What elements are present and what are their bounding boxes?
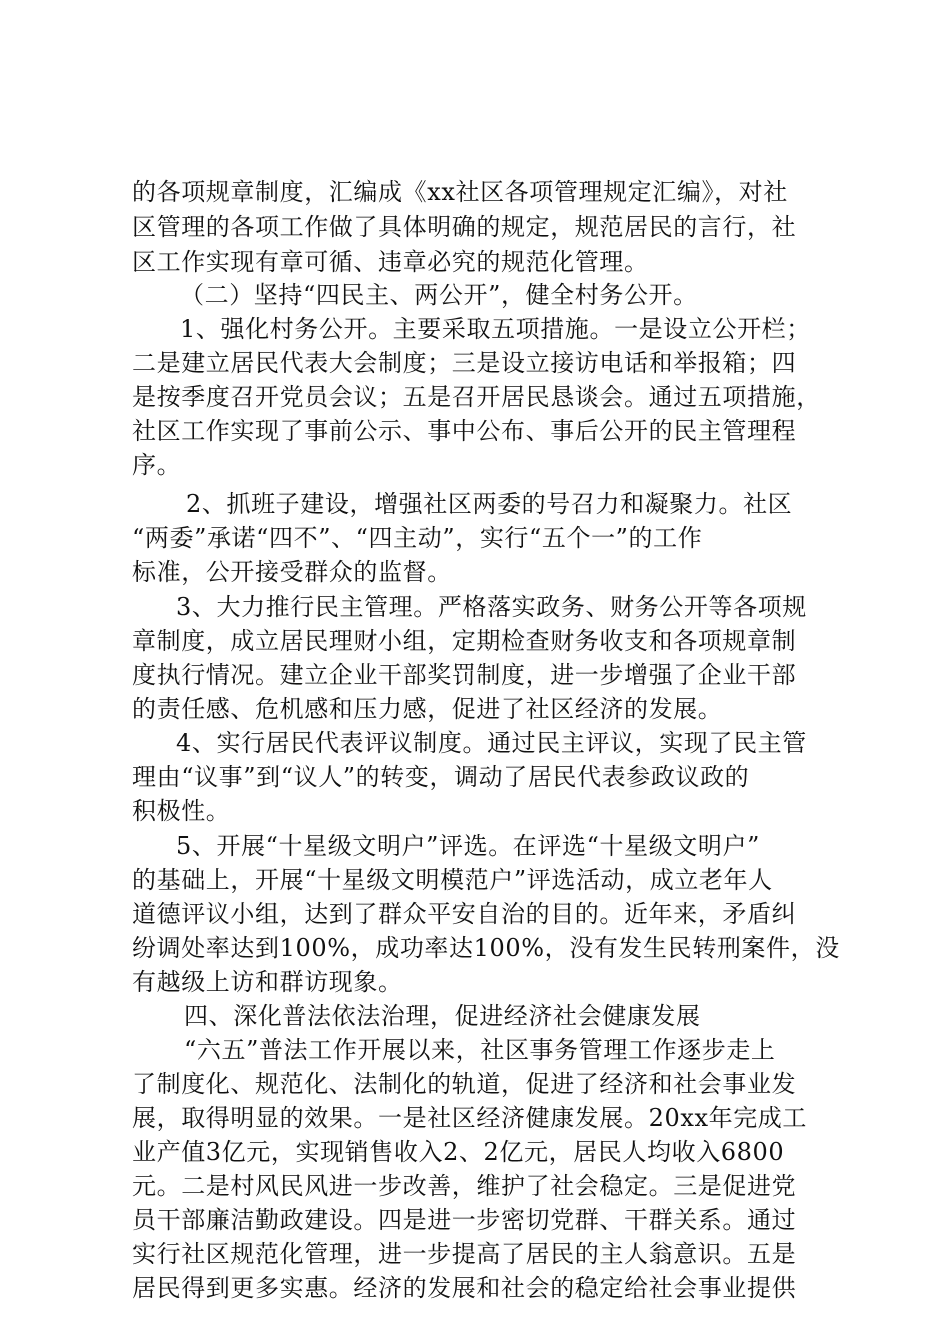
text-line: 纷调处率达到100%，成功率达100%，没有发生民转刑案件，没 bbox=[132, 934, 840, 962]
text-line: 5、开展“十星级文明户”评选。在评选“十星级文明户” bbox=[176, 832, 760, 860]
text-line: 理由“议事”到“议人”的转变，调动了居民代表参政议政的 bbox=[132, 763, 750, 791]
text-line: 员干部廉洁勤政建设。四是进一步密切党群、干群关系。通过 bbox=[132, 1206, 797, 1234]
text-line: 区工作实现有章可循、违章必究的规范化管理。 bbox=[132, 248, 649, 276]
text-line: 3、大力推行民主管理。严格落实政务、财务公开等各项规 bbox=[176, 593, 807, 621]
text-line: 是按季度召开党员会议；五是召开居民恳谈会。通过五项措施， bbox=[132, 383, 821, 411]
section-heading: 四、深化普法依法治理，促进经济社会健康发展 bbox=[184, 1002, 701, 1030]
text-line: 二是建立居民代表大会制度；三是设立接访电话和举报箱；四 bbox=[132, 349, 797, 377]
text-line: 元。二是村风民风进一步改善，维护了社会稳定。三是促进党 bbox=[132, 1172, 797, 1200]
text-line: 章制度，成立居民理财小组，定期检查财务收支和各项规章制 bbox=[132, 627, 797, 655]
text-line: 道德评议小组，达到了群众平安自治的目的。近年来，矛盾纠 bbox=[132, 900, 797, 928]
text-line: 4、实行居民代表评议制度。通过民主评议，实现了民主管 bbox=[176, 729, 807, 757]
text-line: 区管理的各项工作做了具体明确的规定，规范居民的言行，社 bbox=[132, 213, 797, 241]
text-line: 积极性。 bbox=[132, 797, 231, 825]
text-line: 度执行情况。建立企业干部奖罚制度，进一步增强了企业干部 bbox=[132, 661, 797, 689]
text-line: “六五”普法工作开展以来，社区事务管理工作逐步走上 bbox=[184, 1036, 776, 1064]
text-line: 1、强化村务公开。主要采取五项措施。一是设立公开栏； bbox=[180, 315, 811, 343]
text-line: 社区工作实现了事前公示、事中公布、事后公开的民主管理程 bbox=[132, 417, 797, 445]
text-line: 了制度化、规范化、法制化的轨道，促进了经济和社会事业发 bbox=[132, 1070, 797, 1098]
text-line: 2、抓班子建设，增强社区两委的号召力和凝聚力。社区 bbox=[186, 490, 793, 518]
text-line: 的责任感、危机感和压力感，促进了社区经济的发展。 bbox=[132, 695, 723, 723]
text-line: 的基础上，开展“十星级文明模范户”评选活动，成立老年人 bbox=[132, 866, 773, 894]
section-heading: （二）坚持“四民主、两公开”，健全村务公开。 bbox=[180, 281, 698, 309]
text-line: 居民得到更多实惠。经济的发展和社会的稳定给社会事业提供 bbox=[132, 1274, 797, 1302]
text-line: 的各项规章制度，汇编成《xx社区各项管理规定汇编》，对社 bbox=[132, 178, 788, 206]
text-line: “两委”承诺“四不”、“四主动”，实行“五个一”的工作 bbox=[132, 524, 703, 552]
text-line: 展，取得明显的效果。一是社区经济健康发展。20xx年完成工 bbox=[132, 1104, 808, 1132]
text-line: 实行社区规范化管理，进一步提高了居民的主人翁意识。五是 bbox=[132, 1240, 797, 1268]
text-line: 有越级上访和群访现象。 bbox=[132, 968, 403, 996]
text-line: 标准，公开接受群众的监督。 bbox=[132, 558, 452, 586]
text-line: 业产值3亿元，实现销售收入2、2亿元，居民人均收入6800 bbox=[132, 1138, 785, 1166]
text-line: 序。 bbox=[132, 451, 182, 479]
